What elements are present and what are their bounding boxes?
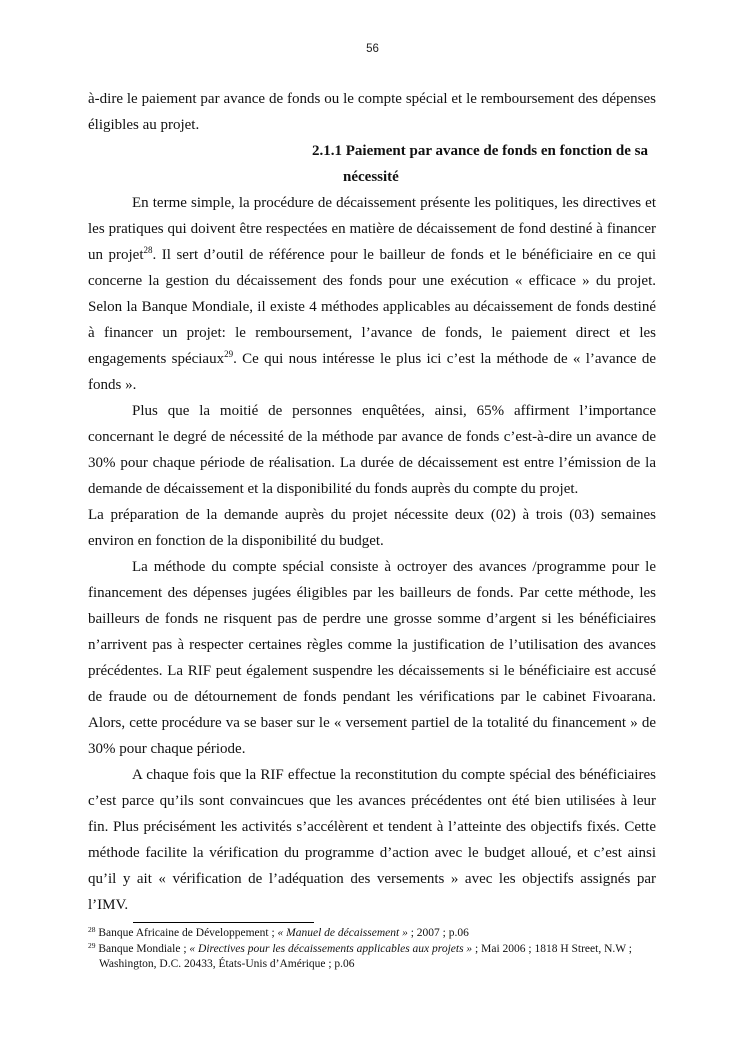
footnote-number: 28 xyxy=(88,925,96,934)
paragraph-procedure-part-1: En terme simple, la procédure de décaissement présente les politiques, les directives et les pratiques qui doivent être respectées en matière de décaissement de fond destiné à financer un projet xyxy=(88,195,656,263)
paragraph-procedure-part-3: . Ce qui nous intéresse le plus ici c’est la méthode de « l’avance de fonds ». xyxy=(88,351,656,393)
paragraph-procedure-part-2: . Il sert d’outil de référence pour le bailleur de fonds et le bénéficiaire en ce qui concerne la gestion du décaissement des fonds pour une exécution « efficace » du projet. Selon la Banque Mondiale, il existe 4 méthodes applicables au décaissement de fonds destiné à financer un projet: le remboursement, l’avance de fonds, le paiement direct et les engagements spéciaux xyxy=(88,247,656,367)
body-text xyxy=(88,86,656,918)
footnote-details: ; Mai 2006 ; 1818 H Street, N.W ; Washington, D.C. 20433, États-Unis d’Amérique ; p.06 xyxy=(99,943,632,970)
footnote-source: Banque Mondiale ; xyxy=(98,943,190,955)
paragraph-procedure xyxy=(88,190,656,398)
footnote-title: « Manuel de décaissement » xyxy=(277,927,408,939)
heading-line-1: 2.1.1 Paiement par avance de fonds en fonction de sa xyxy=(312,143,648,159)
footnotes xyxy=(88,926,663,973)
footnote-29 xyxy=(88,942,663,972)
footnote-title: « Directives pour les décaissements applicables aux projets » xyxy=(189,943,473,955)
footnote-source: Banque Africaine de Développement ; xyxy=(98,927,278,939)
paragraph-reconstitution: A chaque fois que la RIF effectue la reconstitution du compte spécial des bénéficiaires c’est parce qu’ils sont convaincues que les avances précédentes ont été bien utilisées à leur fin. Plus précisément les activités s’accélèrent et tendent à l’atteinte des objectifs fixés. Cette méthode facilite la vérification du programme d’action avec le budget alloué, et c’est ainsi qu’il y ait « vérification de l’adéquation des versements » avec les objectifs assignés par l’IMV. xyxy=(88,767,656,913)
footnote-separator xyxy=(133,922,314,923)
footnote-ref-28[interactable]: 28 xyxy=(143,245,153,255)
section-heading xyxy=(88,138,656,190)
footnote-28 xyxy=(88,926,663,941)
paragraph-special-account: La méthode du compte spécial consiste à octroyer des avances /programme pour le financement des dépenses jugées éligibles par les bailleurs de fonds. Par cette méthode, les bailleurs de fonds ne risquent pas de perdre une grosse somme d’argent si les bénéficiaires n’arrivent pas à respecter certaines règles comme la justification de l’utilisation des avances précédentes. La RIF peut également suspendre les décaissements si le bénéficiaire est accusé de fraude ou de détournement de fonds pendant les vérifications par le cabinet Fivoarana. Alors, cette procédure va se baser sur le « versement partiel de la totalité du financement » de 30% pour chaque période. xyxy=(88,559,656,757)
footnote-ref-29[interactable]: 29 xyxy=(224,349,234,359)
footnote-number: 29 xyxy=(88,941,96,950)
paragraph-survey: Plus que la moitié de personnes enquêtées, ainsi, 65% affirment l’importance concernant le degré de nécessité de la méthode par avance de fonds c’est-à-dire un avance de 30% pour chaque période de réalisation. La durée de décaissement est entre l’émission de la demande de décaissement et la disponibilité du fonds auprès du compte du projet. xyxy=(88,403,656,497)
paragraph-preparation: La préparation de la demande auprès du projet nécessite deux (02) à trois (03) semaines environ en fonction de la disponibilité du budget. xyxy=(88,507,656,549)
footnote-details: ; 2007 ; p.06 xyxy=(407,927,469,939)
paragraph-intro: à-dire le paiement par avance de fonds ou le compte spécial et le remboursement des dépenses éligibles au projet. xyxy=(88,91,656,133)
page-number: 56 xyxy=(366,43,379,55)
heading-line-2: nécessité xyxy=(343,169,399,185)
